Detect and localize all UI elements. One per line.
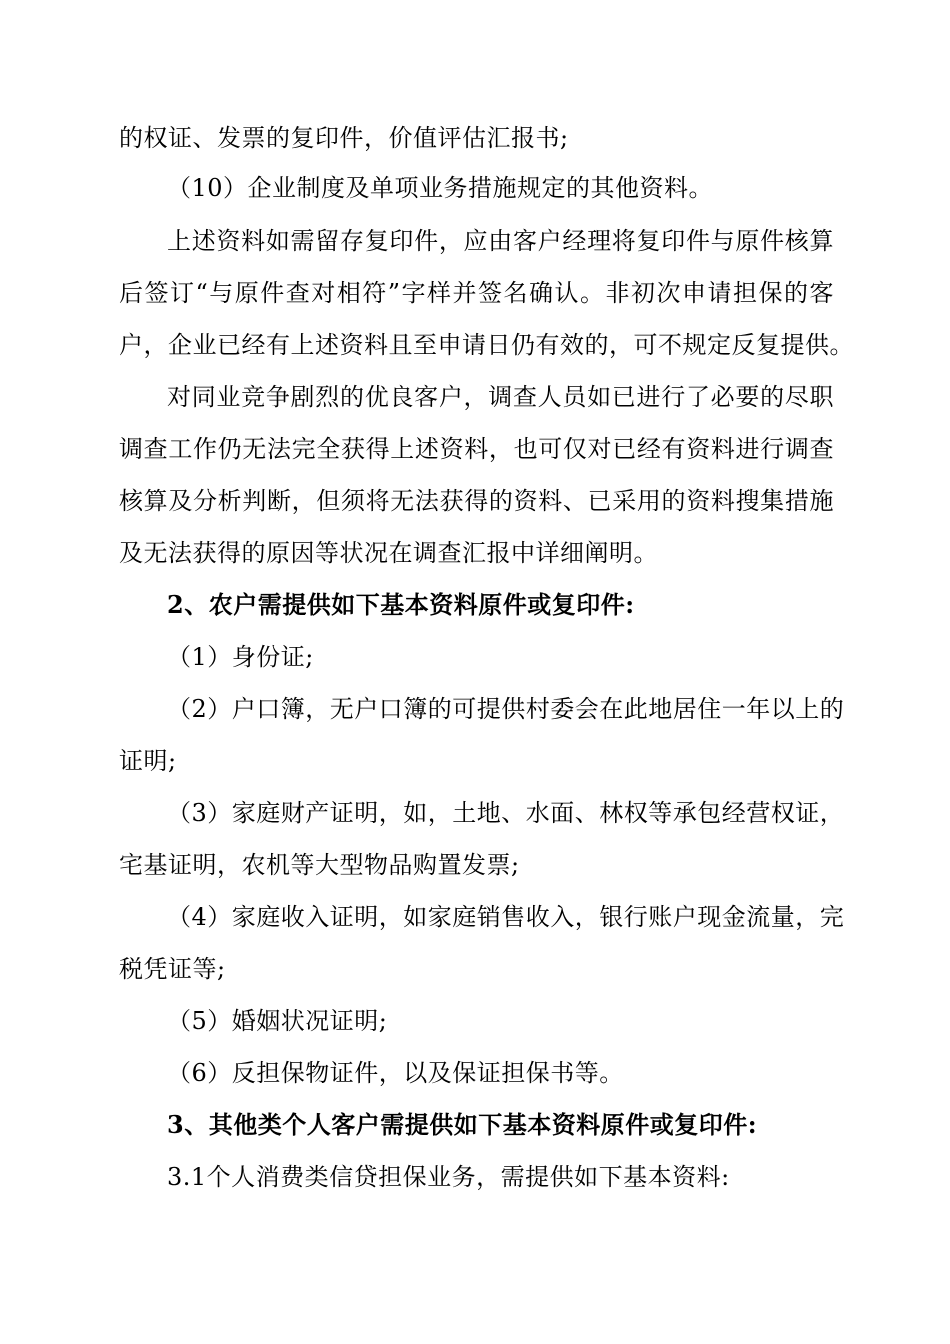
paragraph-line-5: 户，企业已经有上述资料且至申请日仍有效的，可不规定反复提供。 <box>119 331 854 359</box>
list-item-3: （3）家庭财产证明，如，土地、水面、林权等承包经营权证， <box>167 799 845 827</box>
section-heading-2: 2、农户需提供如下基本资料原件或复印件: <box>167 590 635 619</box>
paragraph-line-3: 上述资料如需留存复印件，应由客户经理将复印件与原件核算 <box>167 227 834 255</box>
list-item-6: （6）反担保物证件，以及保证担保书等。 <box>167 1059 624 1087</box>
list-item-4-continuation: 税凭证等; <box>119 955 226 983</box>
subsection-heading-3-1: 3.1个人消费类信贷担保业务，需提供如下基本资料: <box>167 1163 730 1191</box>
list-item-2-continuation: 证明; <box>119 747 177 775</box>
paragraph-line-4: 后签订“与原件查对相符”字样并签名确认。非初次申请担保的客 <box>119 279 834 307</box>
list-item-4: （4）家庭收入证明，如家庭销售收入，银行账户现金流量，完 <box>167 903 845 931</box>
section-heading-3: 3、其他类个人客户需提供如下基本资料原件或复印件: <box>167 1110 758 1139</box>
paragraph-line-9: 及无法获得的原因等状况在调查汇报中详细阐明。 <box>119 539 658 567</box>
list-item-2: （2）户口簿，无户口簿的可提供村委会在此地居住一年以上的 <box>167 695 845 723</box>
list-item-3-continuation: 宅基证明，农机等大型物品购置发票; <box>119 851 520 879</box>
paragraph-line-1: 的权证、发票的复印件，价值评估汇报书; <box>119 124 569 152</box>
list-item-10: （10）企业制度及单项业务措施规定的其他资料。 <box>167 174 714 202</box>
list-item-5: （5）婚姻状况证明; <box>167 1007 388 1035</box>
list-item-1: （1）身份证; <box>167 643 314 671</box>
paragraph-line-8: 核算及分析判断，但须将无法获得的资料、已采用的资料搜集措施 <box>119 487 834 515</box>
paragraph-line-6: 对同业竞争剧烈的优良客户，调查人员如已进行了必要的尽职 <box>167 383 834 411</box>
paragraph-line-7: 调查工作仍无法完全获得上述资料，也可仅对已经有资料进行调查 <box>119 435 834 463</box>
